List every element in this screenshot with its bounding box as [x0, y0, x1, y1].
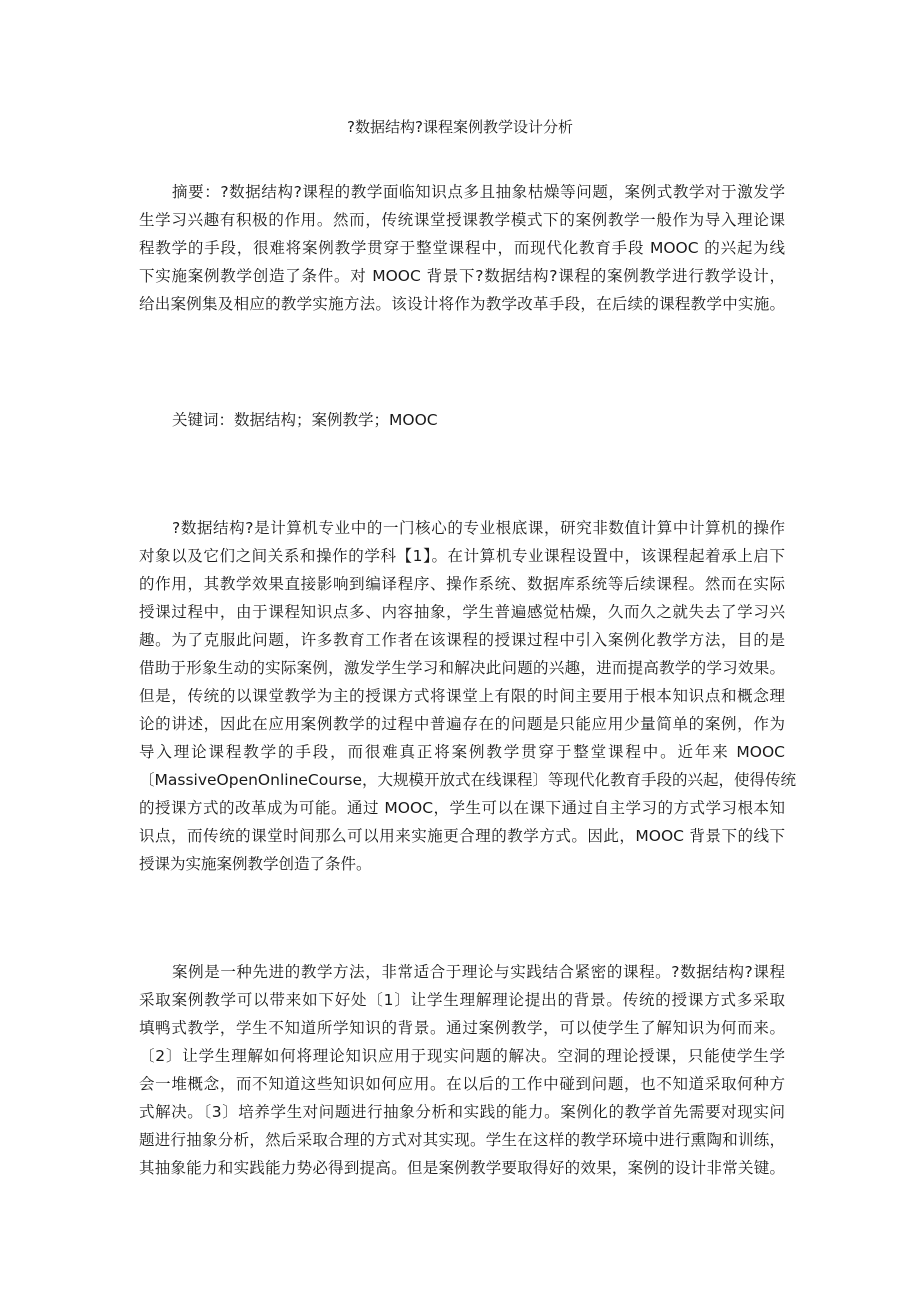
text-line: 〔MassiveOpenOnlineCourse，大规模开放式在线课程〕等现代化教育手段的兴起，使得传统	[139, 771, 797, 789]
text-line: 程教学的手段，很难将案例教学贯穿于整堂课程中，而现代化教育手段 MOOC 的兴起为线	[139, 239, 785, 257]
text-line: 生学习兴趣有积极的作用。然而，传统课堂授课教学模式下的案例教学一般作为导入理论课	[139, 211, 785, 229]
text-line: 下实施案例教学创造了条件。对 MOOC 背景下?数据结构?课程的案例教学进行教学设计，	[139, 267, 785, 285]
text-line: 授课过程中，由于课程知识点多、内容抽象，学生普遍感觉枯燥，久而久之就失去了学习兴	[139, 603, 785, 621]
text-line: 论的讲述，因此在应用案例教学的过程中普遍存在的问题是只能应用少量简单的案例，作为	[139, 715, 785, 733]
text-line: 的作用，其教学效果直接影响到编译程序、操作系统、数据库系统等后续课程。然而在实际	[139, 575, 785, 593]
text-line: 题进行抽象分析，然后采取合理的方式对其实现。学生在这样的教学环境中进行熏陶和训练，	[139, 1131, 785, 1149]
keywords: 关键词：数据结构；案例教学；MOOC	[172, 411, 438, 429]
text-line: ?数据结构?是计算机专业中的一门核心的专业根底课，研究非数值计算中计算机的操作	[172, 519, 785, 537]
document-title: ?数据结构?课程案例教学设计分析	[347, 118, 573, 136]
text-line: 给出案例集及相应的教学实施方法。该设计将作为教学改革手段，在后续的课程教学中实施。	[139, 295, 785, 313]
text-line: 案例是一种先进的教学方法，非常适合于理论与实践结合紧密的课程。?数据结构?课程	[172, 963, 785, 981]
text-line: 采取案例教学可以带来如下好处〔1〕让学生理解理论提出的背景。传统的授课方式多采取	[139, 991, 785, 1009]
text-line: 式解决。〔3〕培养学生对问题进行抽象分析和实践的能力。案例化的教学首先需要对现实问	[139, 1103, 785, 1121]
text-line: 识点，而传统的课堂时间那么可以用来实施更合理的教学方式。因此，MOOC 背景下的线下	[139, 827, 785, 845]
text-line: 趣。为了克服此问题，许多教育工作者在该课程的授课过程中引入案例化教学方法，目的是	[139, 631, 785, 649]
text-line: 对象以及它们之间关系和操作的学科【1】。在计算机专业课程设置中，该课程起着承上启下	[139, 547, 785, 565]
text-line: 导入理论课程教学的手段，而很难真正将案例教学贯穿于整堂课程中。近年来 MOOC	[139, 743, 785, 761]
text-line: 的授课方式的改革成为可能。通过 MOOC，学生可以在课下通过自主学习的方式学习根本知	[139, 799, 785, 817]
abstract-paragraph	[139, 178, 785, 318]
text-line: 其抽象能力和实践能力势必得到提高。但是案例教学要取得好的效果，案例的设计非常关键。	[139, 1159, 785, 1177]
text-line: 借助于形象生动的实际案例，激发学生学习和解决此问题的兴趣，进而提高教学的学习效果。	[139, 659, 785, 677]
text-line: 摘要：?数据结构?课程的教学面临知识点多且抽象枯燥等问题，案例式教学对于激发学	[172, 183, 785, 201]
body-paragraph-1	[139, 514, 797, 878]
body-paragraph-2	[139, 958, 785, 1182]
text-line: 授课为实施案例教学创造了条件。	[139, 855, 372, 873]
text-line: 〔2〕让学生理解如何将理论知识应用于现实问题的解决。空洞的理论授课，只能使学生学	[139, 1047, 785, 1065]
text-line: 填鸭式教学，学生不知道所学知识的背景。通过案例教学，可以使学生了解知识为何而来。	[139, 1019, 785, 1037]
text-line: 会一堆概念，而不知道这些知识如何应用。在以后的工作中碰到问题，也不知道采取何种方	[139, 1075, 785, 1093]
text-line: 但是，传统的以课堂教学为主的授课方式将课堂上有限的时间主要用于根本知识点和概念理	[139, 687, 785, 705]
